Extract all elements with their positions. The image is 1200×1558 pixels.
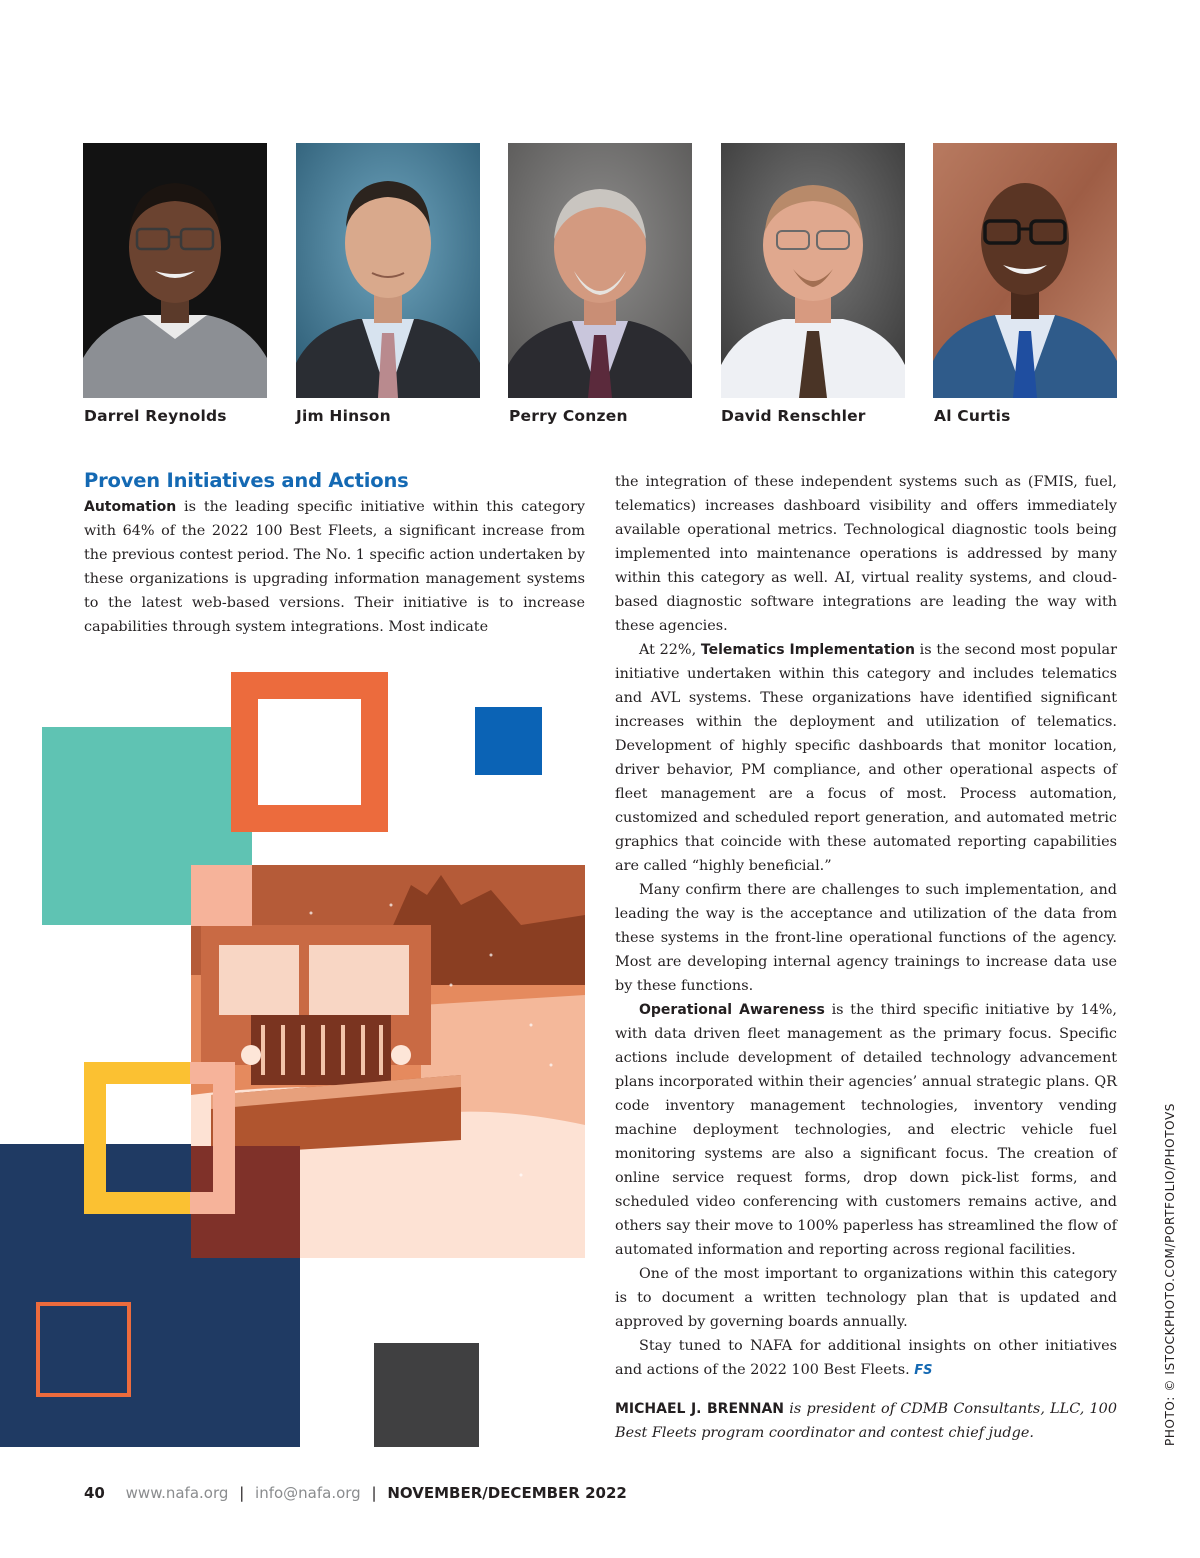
dark-gray-square [374, 1343, 479, 1447]
blue-square [475, 707, 542, 775]
portrait-photo-perry-conzen [508, 143, 692, 398]
article-right-column [615, 470, 1117, 1445]
paragraph-technology-plan: One of the most important to organizations within this category is to document a written technology plan that is updated and approved by governing boards annually. [615, 1266, 1117, 1330]
author-byline [615, 1397, 1117, 1445]
paragraph-text: Stay tuned to NAFA for additional insights on other initiatives and actions of the 2022 100 Best Fleets. [615, 1338, 1117, 1378]
portrait-caption: Perry Conzen [509, 407, 628, 425]
footer-divider: | [239, 1484, 245, 1502]
paragraph-automation [84, 495, 585, 639]
peach-square [191, 865, 252, 926]
lead-term: Telematics Implementation [700, 642, 915, 658]
portrait-caption: Jim Hinson [296, 407, 391, 425]
article-left-column [84, 467, 585, 639]
paragraph-text: is the third specific initiative by 14%, with data driven fleet management as the primary focus. Specific actions include development of detailed technology advancement plans incorporated within their agencies’ annual strategic plans. QR code inventory management technologies, inventory vending machine deployment technologies, and electric vehicle fuel monitoring systems are also a significant focus. The creation of online service request forms, drop down pick-list forms, and scheduled video conferencing with customers remains active, and others say their move to 100% paperless has streamlined the flow of automated information and reporting across regional facilities. [615, 1002, 1117, 1258]
portrait-photo-jim-hinson [296, 143, 480, 398]
author-bio: is president of CDMB Consultants, LLC, 100 Best Fleets program coordinator and contest chief judge. [615, 1401, 1117, 1441]
author-name: MICHAEL J. BRENNAN [615, 1401, 785, 1417]
email-link[interactable]: info@nafa.org [255, 1484, 361, 1502]
portrait-caption: Al Curtis [934, 407, 1011, 425]
website-link[interactable]: www.nafa.org [125, 1484, 229, 1502]
paragraph-text: At 22%, [639, 642, 701, 658]
portrait-caption: Darrel Reynolds [84, 407, 227, 425]
portrait-photo-al-curtis [933, 143, 1117, 398]
paragraph-text: is the second most popular initiative undertaken within this category and includes telematics and AVL systems. These organizations have identified significant increases within the deployment and utilization of telematics. Development of highly specific dashboards that monitor location, driver behavior, PM compliance, and other operational aspects of fleet management are a focus of most. Process automation, customized and scheduled report generation, and automated metric graphics that coincide with these automated reporting capabilities are called “highly beneficial.” [615, 642, 1117, 874]
paragraph-challenges: Many confirm there are challenges to such implementation, and leading the way is the acceptance and utilization of the data from these systems in the front-line operational functions of the agency. Most are developing internal agency trainings to increase data use by these functions. [615, 882, 1117, 994]
footer-divider: | [371, 1484, 377, 1502]
portrait-photo-darrel-reynolds [83, 143, 267, 398]
portrait-photo-david-renschler [721, 143, 905, 398]
page-footer [84, 1484, 627, 1502]
paragraph-continuation: the integration of these independent systems such as (FMIS, fuel, telematics) increases dashboard visibility and offers immediately available operational metrics. Technological diagnostic tools being implemented into maintenance operations is addressed by many within this category as well. AI, virtual reality systems, and cloud-based diagnostic software integrations are leading the way with these agencies. [615, 474, 1117, 634]
lead-term: Automation [84, 499, 177, 515]
paragraph-telematics [615, 638, 1117, 878]
paragraph-text: is the leading specific initiative within this category with 64% of the 2022 100 Best Fleets, a significant increase from the previous contest period. The No. 1 specific action undertaken by these organizations is upgrading information management systems to the latest web-based versions. Their initiative is to increase capabilities through system integrations. Most indicate [84, 499, 585, 635]
paragraph-operational-awareness [615, 998, 1117, 1262]
orange-square-frame [231, 672, 388, 832]
paragraph-closing [615, 1334, 1117, 1383]
fleet-solutions-end-mark: FS [914, 1363, 933, 1378]
photo-credit: PHOTO: © ISTOCKPHOTO.COM/PORTFOLIO/PHOTOVS [1163, 1103, 1177, 1446]
peach-frame-overlap [190, 1062, 235, 1214]
issue-date: NOVEMBER/DECEMBER 2022 [387, 1484, 627, 1502]
page-number: 40 [84, 1484, 105, 1502]
section-heading: Proven Initiatives and Actions [84, 469, 409, 492]
lead-term: Operational Awareness [639, 1002, 825, 1018]
orange-outline-square [36, 1302, 131, 1397]
portrait-caption: David Renschler [721, 407, 866, 425]
